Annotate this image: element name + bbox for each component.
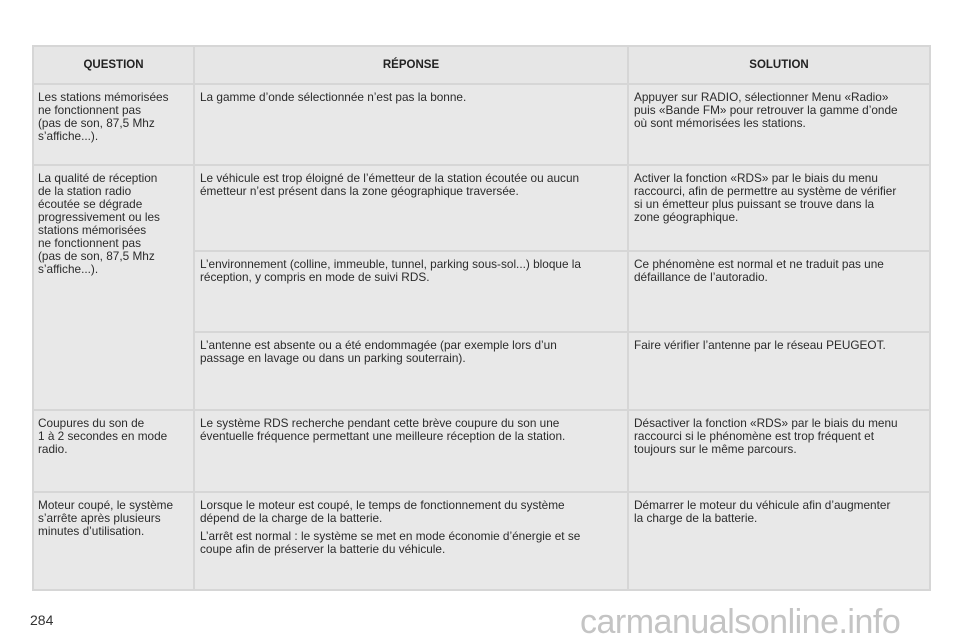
solution-text: Activer la fonction «RDS» par le biais du menu raccourci, afin de permettre au système de vérifier si un émetteur plus puissant se trouve dans la zone géographique. — [634, 171, 897, 224]
header-reponse: RÉPONSE — [194, 46, 628, 84]
header-solution: SOLUTION — [628, 46, 930, 84]
question-text: La qualité de réception de la station radio écoutée se dégrade progressivement ou les stations mémorisées ne fonctionnent pas (pas de son, 87,5 Mhz s’affiche...). — [38, 171, 160, 276]
solution-text: Appuyer sur RADIO, sélectionner Menu «Radio» puis «Bande FM» pour retrouver la gamme d’onde où sont mémorisées les stations. — [634, 90, 898, 130]
table-row — [33, 410, 930, 492]
reponse-cell — [194, 332, 628, 410]
question-cell — [33, 84, 194, 165]
header-question: QUESTION — [33, 46, 194, 84]
faq-table — [32, 45, 931, 591]
question-cell — [33, 165, 194, 410]
page-number: 284 — [30, 612, 54, 628]
reponse-text: L’environnement (colline, immeuble, tunnel, parking sous-sol...) bloque la réception, y compris en mode de suivi RDS. — [200, 257, 581, 284]
reponse-text: La gamme d’onde sélectionnée n’est pas la bonne. — [200, 90, 467, 104]
solution-cell — [628, 251, 930, 332]
reponse-text: Le véhicule est trop éloigné de l’émetteur de la station écoutée ou aucun émetteur n’est présent dans la zone géographique traversée. — [200, 171, 580, 198]
watermark: carmanualsonline.info — [580, 603, 901, 641]
solution-text: Démarrer le moteur du véhicule afin d’augmenter la charge de la batterie. — [634, 498, 891, 525]
solution-text: Désactiver la fonction «RDS» par le biais du menu raccourci si le phénomène est trop fréquent et toujours sur le même parcours. — [634, 416, 898, 456]
reponse-text: Lorsque le moteur est coupé, le temps de fonctionnement du système dépend de la charge de la batterie. — [200, 498, 565, 525]
table-row — [33, 84, 930, 165]
reponse-cell — [194, 492, 628, 590]
solution-text: Faire vérifier l’antenne par le réseau PEUGEOT. — [634, 338, 886, 352]
question-text: Les stations mémorisées ne fonctionnent pas (pas de son, 87,5 Mhz s’affiche...). — [38, 90, 169, 143]
header-row — [33, 46, 930, 84]
solution-text: Ce phénomène est normal et ne traduit pas une défaillance de l’autoradio. — [634, 257, 884, 284]
solution-cell — [628, 165, 930, 251]
reponse-cell — [194, 410, 628, 492]
solution-cell — [628, 410, 930, 492]
table-row — [33, 492, 930, 590]
solution-cell — [628, 492, 930, 590]
table-row — [33, 165, 930, 251]
reponse-cell — [194, 251, 628, 332]
reponse-cell — [194, 165, 628, 251]
question-text: Coupures du son de 1 à 2 secondes en mode radio. — [38, 416, 168, 456]
question-cell — [33, 410, 194, 492]
question-text: Moteur coupé, le système s’arrête après plusieurs minutes d’utilisation. — [38, 498, 174, 538]
reponse-text: L’antenne est absente ou a été endommagée (par exemple lors d’un passage en lavage ou dans un parking souterrain). — [200, 338, 557, 365]
reponse-cell — [194, 84, 628, 165]
reponse-text: Le système RDS recherche pendant cette brève coupure du son une éventuelle fréquence permettant une meilleure réception de la station. — [200, 416, 566, 443]
solution-cell — [628, 84, 930, 165]
question-cell — [33, 492, 194, 590]
solution-cell — [628, 332, 930, 410]
reponse-text: L’arrêt est normal : le système se met en mode économie d’énergie et se coupe afin de préserver la batterie du véhicule. — [200, 529, 581, 556]
